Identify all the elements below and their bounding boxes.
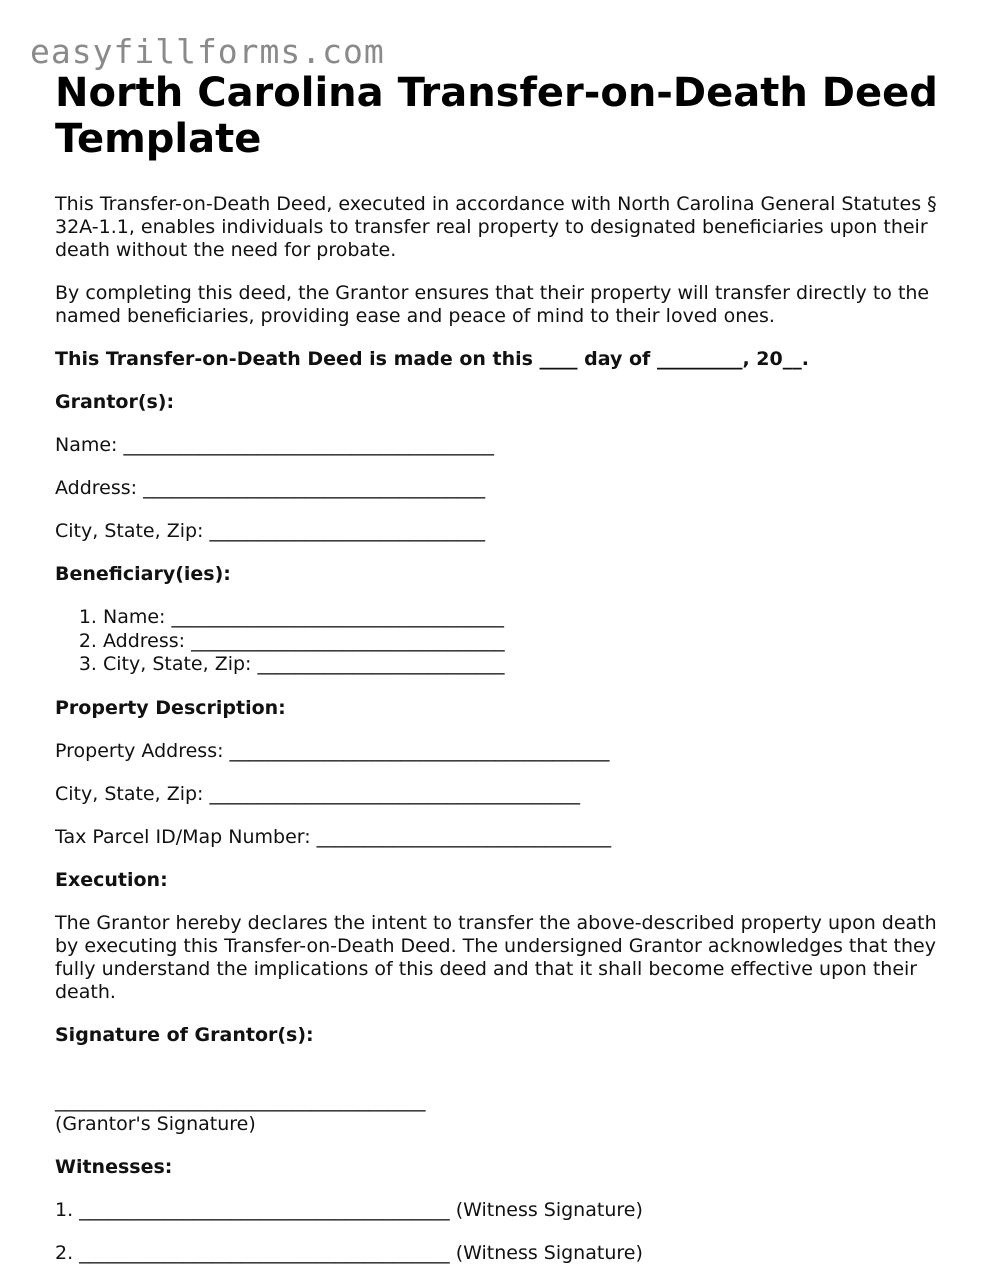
grantor-name-field[interactable]: Name: _______________________________________ <box>55 434 494 456</box>
date-line[interactable]: This Transfer-on-Death Deed is made on this ____ day of _________, 20__. <box>55 348 809 370</box>
grantor-address-field[interactable]: Address: ____________________________________ <box>55 477 486 499</box>
grantor-signature-line[interactable]: _______________________________________ <box>55 1089 426 1112</box>
witness-1-signature-line[interactable]: 1. _______________________________________ (Witness Signature) <box>55 1198 643 1221</box>
grantor-signature-caption: (Grantor's Signature) <box>55 1112 256 1135</box>
beneficiary-list <box>55 606 945 677</box>
execution-text: The Grantor hereby declares the intent to transfer the above-described property upon death by executing this Transfer-on-Death Deed. The undersigned Grantor acknowledges that they fully understand the implications of this deed and that it shall become effective upon their death. <box>55 911 937 1003</box>
document-body <box>55 70 945 1285</box>
signature-spacer <box>55 1067 945 1090</box>
grantor-city-field[interactable]: City, State, Zip: _____________________________ <box>55 520 485 542</box>
intro-paragraph-2: By completing this deed, the Grantor ensures that their property will transfer directly to the named beneficiaries, providing ease and peace of mind to their loved ones. <box>55 282 930 327</box>
intro-paragraph-1: This Transfer-on-Death Deed, executed in accordance with North Carolina General Statutes § 32A-1.1, enables individuals to transfer real property to designated beneficiaries upon their death without the need for probate. <box>55 193 937 261</box>
watermark: easyfillforms.com <box>30 32 385 71</box>
beneficiary-city-field[interactable]: 3. City, State, Zip: __________________________ <box>103 653 945 677</box>
beneficiary-name-field[interactable]: 1. Name: ___________________________________ <box>103 606 945 630</box>
tax-parcel-field[interactable]: Tax Parcel ID/Map Number: _______________________________ <box>55 825 612 848</box>
witnesses-heading: Witnesses: <box>55 1155 173 1178</box>
property-city-field[interactable]: City, State, Zip: _______________________________________ <box>55 782 580 805</box>
property-heading: Property Description: <box>55 696 286 719</box>
execution-heading: Execution: <box>55 868 168 891</box>
property-address-field[interactable]: Property Address: ________________________________________ <box>55 739 610 762</box>
grantor-heading: Grantor(s): <box>55 391 175 413</box>
signature-heading: Signature of Grantor(s): <box>55 1023 314 1046</box>
witness-2-signature-line[interactable]: 2. _______________________________________ (Witness Signature) <box>55 1241 643 1264</box>
beneficiary-address-field[interactable]: 2. Address: _________________________________ <box>103 630 945 654</box>
beneficiary-heading: Beneficiary(ies): <box>55 563 231 585</box>
page-title: North Carolina Transfer-on-Death Deed Template <box>55 70 938 162</box>
